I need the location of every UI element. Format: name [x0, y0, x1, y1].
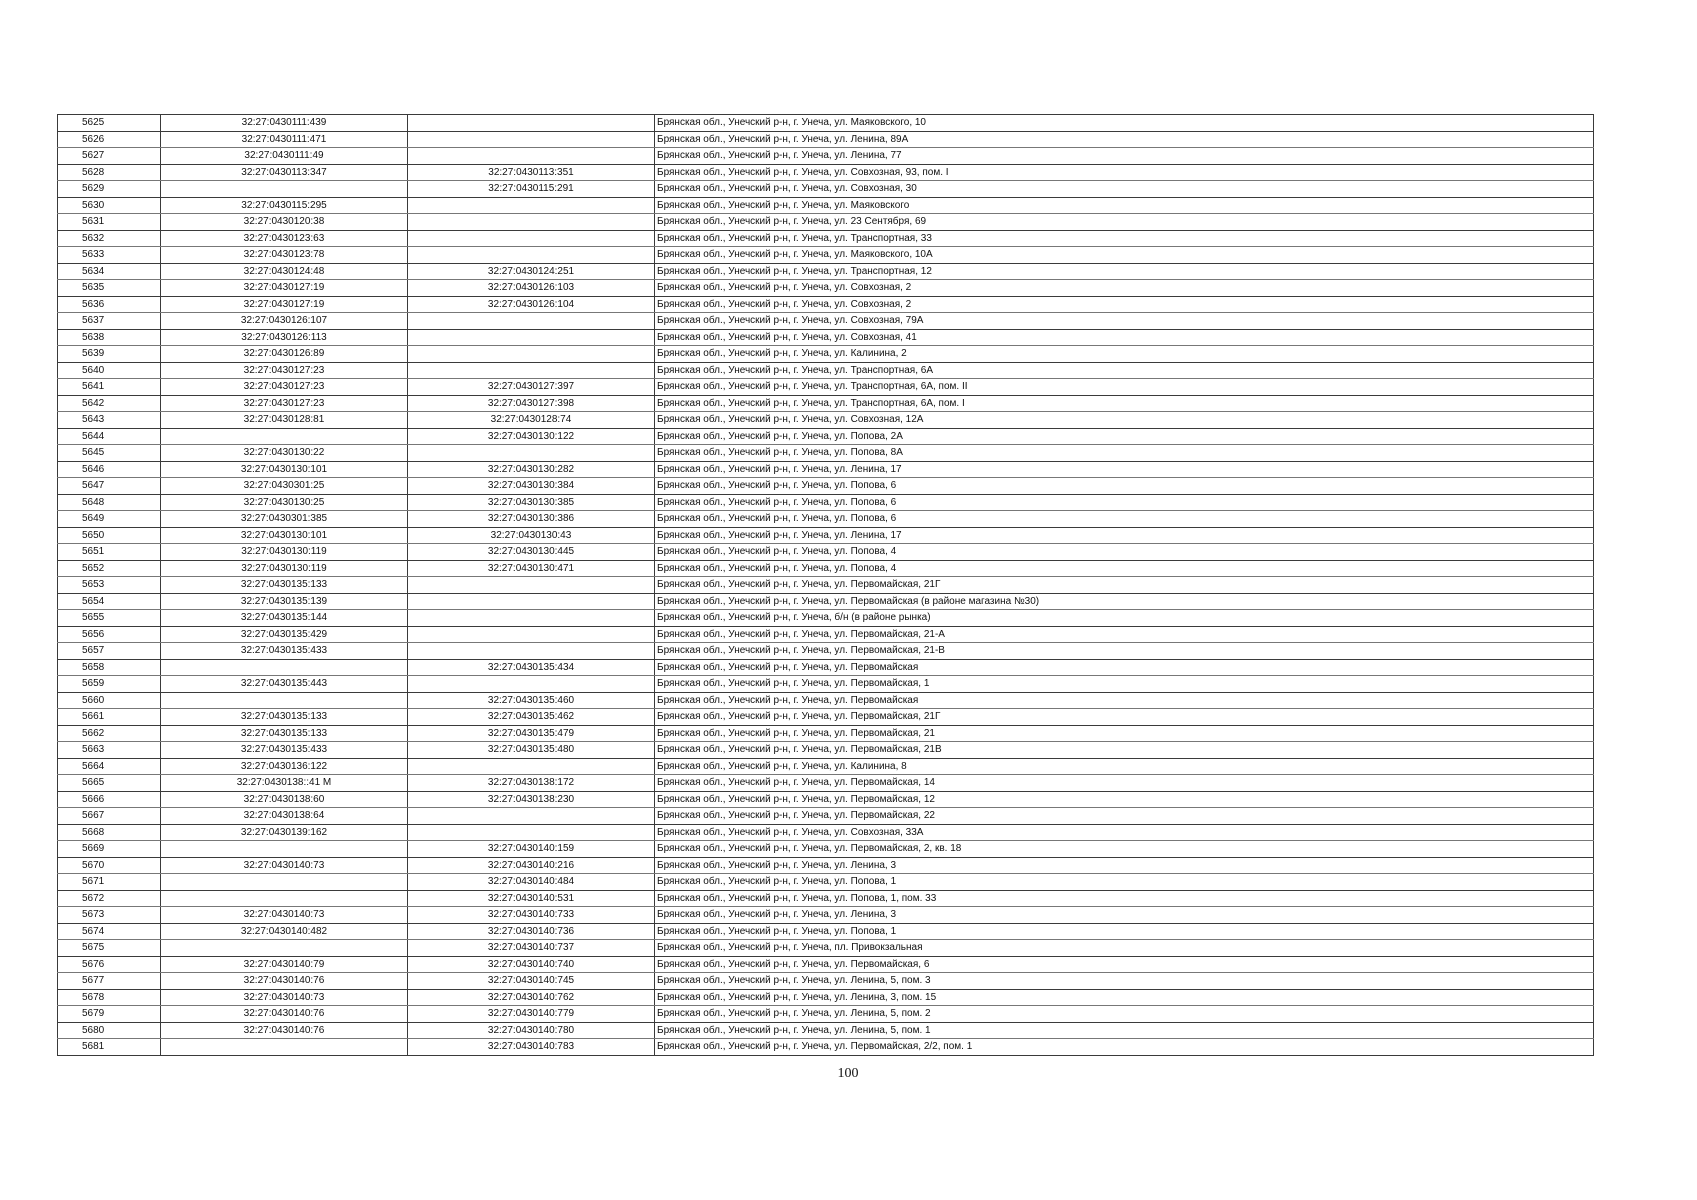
- table-row: [58, 247, 1594, 264]
- address: Брянская обл., Унечский р-н, г. Унеча, ул. Первомайская, 2, кв. 18: [655, 841, 1594, 858]
- cadastral-number: 32:27:0430140:73: [161, 907, 408, 924]
- table-row: [58, 874, 1594, 891]
- address: Брянская обл., Унечский р-н, г. Унеча, ул. Маяковского, 10А: [655, 247, 1594, 264]
- row-number: 5628: [58, 164, 161, 181]
- row-number: 5649: [58, 511, 161, 528]
- object-cadastral-number: [408, 824, 655, 841]
- address: Брянская обл., Унечский р-н, г. Унеча, ул. Транспортная, 33: [655, 230, 1594, 247]
- object-cadastral-number: 32:27:0430140:779: [408, 1006, 655, 1023]
- cadastral-number: 32:27:0430127:19: [161, 280, 408, 297]
- address: Брянская обл., Унечский р-н, г. Унеча, ул. Попова, 1: [655, 923, 1594, 940]
- row-number: 5627: [58, 148, 161, 165]
- address: Брянская обл., Унечский р-н, г. Унеча, б/н (в районе рынка): [655, 610, 1594, 627]
- row-number: 5662: [58, 725, 161, 742]
- cadastral-number: 32:27:0430140:76: [161, 1006, 408, 1023]
- cadastral-number: 32:27:0430140:73: [161, 989, 408, 1006]
- cadastral-number: 32:27:0430130:119: [161, 560, 408, 577]
- object-cadastral-number: [408, 808, 655, 825]
- object-cadastral-number: [408, 230, 655, 247]
- object-cadastral-number: 32:27:0430126:104: [408, 296, 655, 313]
- table-row: [58, 164, 1594, 181]
- table-row: [58, 478, 1594, 495]
- address: Брянская обл., Унечский р-н, г. Унеча, ул. Попова, 8А: [655, 445, 1594, 462]
- row-number: 5629: [58, 181, 161, 198]
- table-row: [58, 824, 1594, 841]
- cadastral-number: 32:27:0430115:295: [161, 197, 408, 214]
- cadastral-number: [161, 428, 408, 445]
- address: Брянская обл., Унечский р-н, г. Унеча, ул. Маяковского, 10: [655, 115, 1594, 132]
- row-number: 5681: [58, 1039, 161, 1056]
- address: Брянская обл., Унечский р-н, г. Унеча, ул. Первомайская: [655, 659, 1594, 676]
- table-row: [58, 115, 1594, 132]
- address: Брянская обл., Унечский р-н, г. Унеча, ул. Транспортная, 6А: [655, 362, 1594, 379]
- object-cadastral-number: 32:27:0430135:434: [408, 659, 655, 676]
- cadastral-number: 32:27:0430301:25: [161, 478, 408, 495]
- row-number: 5646: [58, 461, 161, 478]
- object-cadastral-number: 32:27:0430130:122: [408, 428, 655, 445]
- object-cadastral-number: 32:27:0430140:216: [408, 857, 655, 874]
- address: Брянская обл., Унечский р-н, г. Унеча, ул. Ленина, 77: [655, 148, 1594, 165]
- table-row: [58, 511, 1594, 528]
- object-cadastral-number: [408, 676, 655, 693]
- row-number: 5626: [58, 131, 161, 148]
- address: Брянская обл., Унечский р-н, г. Унеча, ул. Попова, 4: [655, 560, 1594, 577]
- object-cadastral-number: 32:27:0430135:480: [408, 742, 655, 759]
- row-number: 5655: [58, 610, 161, 627]
- address: Брянская обл., Унечский р-н, г. Унеча, ул. Первомайская: [655, 692, 1594, 709]
- table-row: [58, 1039, 1594, 1056]
- table-row: [58, 626, 1594, 643]
- table-row: [58, 709, 1594, 726]
- object-cadastral-number: 32:27:0430140:484: [408, 874, 655, 891]
- row-number: 5665: [58, 775, 161, 792]
- cadastral-number: 32:27:0430127:23: [161, 395, 408, 412]
- object-cadastral-number: 32:27:0430127:397: [408, 379, 655, 396]
- row-number: 5651: [58, 544, 161, 561]
- object-cadastral-number: 32:27:0430130:445: [408, 544, 655, 561]
- table-row: [58, 742, 1594, 759]
- object-cadastral-number: 32:27:0430113:351: [408, 164, 655, 181]
- address: Брянская обл., Унечский р-н, г. Унеча, ул. Транспортная, 6А, пом. II: [655, 379, 1594, 396]
- object-cadastral-number: [408, 346, 655, 363]
- address: Брянская обл., Унечский р-н, г. Унеча, ул. Первомайская, 12: [655, 791, 1594, 808]
- object-cadastral-number: 32:27:0430140:531: [408, 890, 655, 907]
- address: Брянская обл., Унечский р-н, г. Унеча, ул. Первомайская, 21Г: [655, 709, 1594, 726]
- address: Брянская обл., Унечский р-н, г. Унеча, ул. Совхозная, 33А: [655, 824, 1594, 841]
- object-cadastral-number: 32:27:0430130:471: [408, 560, 655, 577]
- cadastral-number: [161, 692, 408, 709]
- cadastral-number: 32:27:0430130:22: [161, 445, 408, 462]
- address: Брянская обл., Унечский р-н, г. Унеча, ул. Калинина, 2: [655, 346, 1594, 363]
- object-cadastral-number: [408, 577, 655, 594]
- table-row: [58, 445, 1594, 462]
- address: Брянская обл., Унечский р-н, г. Унеча, ул. Транспортная, 6А, пом. I: [655, 395, 1594, 412]
- object-cadastral-number: [408, 197, 655, 214]
- cadastral-number: 32:27:0430135:133: [161, 725, 408, 742]
- object-cadastral-number: 32:27:0430140:783: [408, 1039, 655, 1056]
- address: Брянская обл., Унечский р-н, г. Унеча, ул. Попова, 6: [655, 494, 1594, 511]
- cadastral-number: 32:27:0430127:19: [161, 296, 408, 313]
- row-number: 5668: [58, 824, 161, 841]
- object-cadastral-number: 32:27:0430130:282: [408, 461, 655, 478]
- row-number: 5664: [58, 758, 161, 775]
- row-number: 5672: [58, 890, 161, 907]
- table-row: [58, 1022, 1594, 1039]
- object-cadastral-number: [408, 148, 655, 165]
- cadastral-number: 32:27:0430135:443: [161, 676, 408, 693]
- table-row: [58, 379, 1594, 396]
- table-row: [58, 923, 1594, 940]
- table-row: [58, 610, 1594, 627]
- table-row: [58, 758, 1594, 775]
- row-number: 5663: [58, 742, 161, 759]
- table-row: [58, 725, 1594, 742]
- row-number: 5677: [58, 973, 161, 990]
- object-cadastral-number: 32:27:0430138:172: [408, 775, 655, 792]
- address: Брянская обл., Унечский р-н, г. Унеча, ул. Попова, 1: [655, 874, 1594, 891]
- cadastral-number: 32:27:0430139:162: [161, 824, 408, 841]
- table-row: [58, 676, 1594, 693]
- cadastral-number: 32:27:0430113:347: [161, 164, 408, 181]
- cadastral-number: [161, 181, 408, 198]
- address: Брянская обл., Унечский р-н, г. Унеча, ул. Маяковского: [655, 197, 1594, 214]
- row-number: 5658: [58, 659, 161, 676]
- row-number: 5652: [58, 560, 161, 577]
- address: Брянская обл., Унечский р-н, г. Унеча, ул. Ленина, 3: [655, 907, 1594, 924]
- address: Брянская обл., Унечский р-н, г. Унеча, ул. Совхозная, 30: [655, 181, 1594, 198]
- table-row: [58, 940, 1594, 957]
- cadastral-number: 32:27:0430140:79: [161, 956, 408, 973]
- row-number: 5669: [58, 841, 161, 858]
- cadastral-number: 32:27:0430135:139: [161, 593, 408, 610]
- row-number: 5675: [58, 940, 161, 957]
- object-cadastral-number: 32:27:0430140:737: [408, 940, 655, 957]
- row-number: 5661: [58, 709, 161, 726]
- address: Брянская обл., Унечский р-н, г. Унеча, ул. Транспортная, 12: [655, 263, 1594, 280]
- table-row: [58, 395, 1594, 412]
- cadastral-number: 32:27:0430138::41 М: [161, 775, 408, 792]
- address: Брянская обл., Унечский р-н, г. Унеча, ул. Совхозная, 2: [655, 280, 1594, 297]
- address: Брянская обл., Унечский р-н, г. Унеча, ул. Ленина, 17: [655, 527, 1594, 544]
- row-number: 5650: [58, 527, 161, 544]
- object-cadastral-number: [408, 758, 655, 775]
- table-row: [58, 593, 1594, 610]
- table-row: [58, 527, 1594, 544]
- cadastral-number: 32:27:0430135:133: [161, 577, 408, 594]
- cadastral-number: 32:27:0430130:25: [161, 494, 408, 511]
- address: Брянская обл., Унечский р-н, г. Унеча, ул. Попова, 4: [655, 544, 1594, 561]
- property-table-body: [58, 115, 1594, 1056]
- cadastral-number: 32:27:0430127:23: [161, 362, 408, 379]
- address: Брянская обл., Унечский р-н, г. Унеча, ул. Ленина, 89А: [655, 131, 1594, 148]
- table-row: [58, 989, 1594, 1006]
- row-number: 5636: [58, 296, 161, 313]
- row-number: 5656: [58, 626, 161, 643]
- table-row: [58, 973, 1594, 990]
- address: Брянская обл., Унечский р-н, г. Унеча, ул. Ленина, 5, пом. 3: [655, 973, 1594, 990]
- cadastral-number: 32:27:0430111:439: [161, 115, 408, 132]
- object-cadastral-number: [408, 610, 655, 627]
- object-cadastral-number: 32:27:0430140:740: [408, 956, 655, 973]
- table-row: [58, 313, 1594, 330]
- table-row: [58, 841, 1594, 858]
- object-cadastral-number: 32:27:0430140:733: [408, 907, 655, 924]
- row-number: 5679: [58, 1006, 161, 1023]
- cadastral-number: 32:27:0430135:144: [161, 610, 408, 627]
- address: Брянская обл., Унечский р-н, г. Унеча, пл. Привокзальная: [655, 940, 1594, 957]
- page-number: 100: [837, 1066, 859, 1081]
- table-row: [58, 346, 1594, 363]
- object-cadastral-number: [408, 115, 655, 132]
- object-cadastral-number: [408, 362, 655, 379]
- cadastral-number: 32:27:0430135:429: [161, 626, 408, 643]
- row-number: 5645: [58, 445, 161, 462]
- cadastral-number: 32:27:0430138:64: [161, 808, 408, 825]
- cadastral-number: 32:27:0430127:23: [161, 379, 408, 396]
- row-number: 5653: [58, 577, 161, 594]
- cadastral-number: 32:27:0430126:113: [161, 329, 408, 346]
- address: Брянская обл., Унечский р-н, г. Унеча, ул. Попова, 6: [655, 511, 1594, 528]
- table-row: [58, 560, 1594, 577]
- table-row: [58, 907, 1594, 924]
- row-number: 5634: [58, 263, 161, 280]
- address: Брянская обл., Унечский р-н, г. Унеча, ул. Совхозная, 2: [655, 296, 1594, 313]
- object-cadastral-number: 32:27:0430140:780: [408, 1022, 655, 1039]
- object-cadastral-number: 32:27:0430140:736: [408, 923, 655, 940]
- address: Брянская обл., Унечский р-н, г. Унеча, ул. Совхозная, 79А: [655, 313, 1594, 330]
- cadastral-number: 32:27:0430135:433: [161, 643, 408, 660]
- address: Брянская обл., Унечский р-н, г. Унеча, ул. Попова, 2А: [655, 428, 1594, 445]
- row-number: 5630: [58, 197, 161, 214]
- object-cadastral-number: 32:27:0430128:74: [408, 412, 655, 429]
- object-cadastral-number: [408, 247, 655, 264]
- object-cadastral-number: 32:27:0430115:291: [408, 181, 655, 198]
- object-cadastral-number: [408, 214, 655, 231]
- table-row: [58, 775, 1594, 792]
- cadastral-number: [161, 1039, 408, 1056]
- row-number: 5674: [58, 923, 161, 940]
- table-row: [58, 362, 1594, 379]
- address: Брянская обл., Унечский р-н, г. Унеча, ул. Первомайская, 6: [655, 956, 1594, 973]
- object-cadastral-number: 32:27:0430130:43: [408, 527, 655, 544]
- row-number: 5667: [58, 808, 161, 825]
- object-cadastral-number: 32:27:0430140:762: [408, 989, 655, 1006]
- cadastral-number: 32:27:0430301:385: [161, 511, 408, 528]
- row-number: 5676: [58, 956, 161, 973]
- address: Брянская обл., Унечский р-н, г. Унеча, ул. Совхозная, 93, пом. I: [655, 164, 1594, 181]
- cadastral-number: 32:27:0430138:60: [161, 791, 408, 808]
- cadastral-number: 32:27:0430111:49: [161, 148, 408, 165]
- object-cadastral-number: 32:27:0430135:460: [408, 692, 655, 709]
- address: Брянская обл., Унечский р-н, г. Унеча, ул. Первомайская, 21В: [655, 742, 1594, 759]
- cadastral-number: 32:27:0430130:101: [161, 527, 408, 544]
- table-row: [58, 296, 1594, 313]
- row-number: 5660: [58, 692, 161, 709]
- object-cadastral-number: [408, 131, 655, 148]
- row-number: 5637: [58, 313, 161, 330]
- table-row: [58, 329, 1594, 346]
- table-row: [58, 214, 1594, 231]
- row-number: 5638: [58, 329, 161, 346]
- object-cadastral-number: 32:27:0430130:385: [408, 494, 655, 511]
- cadastral-number: [161, 890, 408, 907]
- object-cadastral-number: 32:27:0430130:384: [408, 478, 655, 495]
- cadastral-number: 32:27:0430126:107: [161, 313, 408, 330]
- cadastral-number: [161, 874, 408, 891]
- object-cadastral-number: 32:27:0430126:103: [408, 280, 655, 297]
- table-row: [58, 412, 1594, 429]
- table-row: [58, 956, 1594, 973]
- address: Брянская обл., Унечский р-н, г. Унеча, ул. Первомайская, 21: [655, 725, 1594, 742]
- address: Брянская обл., Унечский р-н, г. Унеча, ул. Первомайская, 2/2, пом. 1: [655, 1039, 1594, 1056]
- object-cadastral-number: 32:27:0430135:462: [408, 709, 655, 726]
- address: Брянская обл., Унечский р-н, г. Унеча, ул. Ленина, 3, пом. 15: [655, 989, 1594, 1006]
- cadastral-number: [161, 841, 408, 858]
- row-number: 5648: [58, 494, 161, 511]
- table-row: [58, 791, 1594, 808]
- address: Брянская обл., Унечский р-н, г. Унеча, ул. Первомайская, 21-А: [655, 626, 1594, 643]
- table-row: [58, 692, 1594, 709]
- cadastral-number: 32:27:0430128:81: [161, 412, 408, 429]
- row-number: 5666: [58, 791, 161, 808]
- row-number: 5659: [58, 676, 161, 693]
- cadastral-number: 32:27:0430123:78: [161, 247, 408, 264]
- table-row: [58, 197, 1594, 214]
- row-number: 5642: [58, 395, 161, 412]
- table-row: [58, 494, 1594, 511]
- address: Брянская обл., Унечский р-н, г. Унеча, ул. Попова, 6: [655, 478, 1594, 495]
- row-number: 5633: [58, 247, 161, 264]
- address: Брянская обл., Унечский р-н, г. Унеча, ул. 23 Сентября, 69: [655, 214, 1594, 231]
- row-number: 5631: [58, 214, 161, 231]
- address: Брянская обл., Унечский р-н, г. Унеча, ул. Калинина, 8: [655, 758, 1594, 775]
- cadastral-number: 32:27:0430111:471: [161, 131, 408, 148]
- table-row: [58, 148, 1594, 165]
- row-number: 5647: [58, 478, 161, 495]
- cadastral-number: 32:27:0430136:122: [161, 758, 408, 775]
- address: Брянская обл., Унечский р-н, г. Унеча, ул. Первомайская (в районе магазина №30): [655, 593, 1594, 610]
- table-row: [58, 808, 1594, 825]
- table-row: [58, 857, 1594, 874]
- row-number: 5643: [58, 412, 161, 429]
- row-number: 5635: [58, 280, 161, 297]
- address: Брянская обл., Унечский р-н, г. Унеча, ул. Ленина, 5, пом. 2: [655, 1006, 1594, 1023]
- object-cadastral-number: [408, 313, 655, 330]
- cadastral-number: 32:27:0430126:89: [161, 346, 408, 363]
- address: Брянская обл., Унечский р-н, г. Унеча, ул. Ленина, 3: [655, 857, 1594, 874]
- address: Брянская обл., Унечский р-н, г. Унеча, ул. Попова, 1, пом. 33: [655, 890, 1594, 907]
- cadastral-number: 32:27:0430135:433: [161, 742, 408, 759]
- address: Брянская обл., Унечский р-н, г. Унеча, ул. Первомайская, 21-В: [655, 643, 1594, 660]
- row-number: 5625: [58, 115, 161, 132]
- cadastral-number: 32:27:0430140:76: [161, 973, 408, 990]
- cadastral-number: 32:27:0430123:63: [161, 230, 408, 247]
- table-row: [58, 131, 1594, 148]
- table-row: [58, 263, 1594, 280]
- address: Брянская обл., Унечский р-н, г. Унеча, ул. Первомайская, 14: [655, 775, 1594, 792]
- table-row: [58, 280, 1594, 297]
- row-number: 5644: [58, 428, 161, 445]
- cadastral-number: 32:27:0430130:101: [161, 461, 408, 478]
- table-row: [58, 181, 1594, 198]
- cadastral-number: 32:27:0430135:133: [161, 709, 408, 726]
- row-number: 5678: [58, 989, 161, 1006]
- address: Брянская обл., Унечский р-н, г. Унеча, ул. Первомайская, 21Г: [655, 577, 1594, 594]
- table-row: [58, 1006, 1594, 1023]
- cadastral-number: [161, 940, 408, 957]
- cadastral-number: 32:27:0430124:48: [161, 263, 408, 280]
- address: Брянская обл., Унечский р-н, г. Унеча, ул. Первомайская, 1: [655, 676, 1594, 693]
- table-row: [58, 428, 1594, 445]
- cadastral-number: 32:27:0430140:76: [161, 1022, 408, 1039]
- object-cadastral-number: [408, 643, 655, 660]
- address: Брянская обл., Унечский р-н, г. Унеча, ул. Совхозная, 12А: [655, 412, 1594, 429]
- address: Брянская обл., Унечский р-н, г. Унеча, ул. Совхозная, 41: [655, 329, 1594, 346]
- table-row: [58, 461, 1594, 478]
- table-row: [58, 643, 1594, 660]
- property-table: [57, 114, 1594, 1056]
- row-number: 5670: [58, 857, 161, 874]
- table-row: [58, 544, 1594, 561]
- cadastral-number: 32:27:0430120:38: [161, 214, 408, 231]
- object-cadastral-number: 32:27:0430130:386: [408, 511, 655, 528]
- row-number: 5640: [58, 362, 161, 379]
- object-cadastral-number: [408, 329, 655, 346]
- table-row: [58, 890, 1594, 907]
- row-number: 5639: [58, 346, 161, 363]
- row-number: 5671: [58, 874, 161, 891]
- object-cadastral-number: 32:27:0430140:159: [408, 841, 655, 858]
- address: Брянская обл., Унечский р-н, г. Унеча, ул. Ленина, 5, пом. 1: [655, 1022, 1594, 1039]
- cadastral-number: [161, 659, 408, 676]
- object-cadastral-number: 32:27:0430127:398: [408, 395, 655, 412]
- object-cadastral-number: [408, 593, 655, 610]
- table-row: [58, 577, 1594, 594]
- cadastral-number: 32:27:0430140:73: [161, 857, 408, 874]
- object-cadastral-number: 32:27:0430124:251: [408, 263, 655, 280]
- object-cadastral-number: 32:27:0430138:230: [408, 791, 655, 808]
- row-number: 5673: [58, 907, 161, 924]
- row-number: 5680: [58, 1022, 161, 1039]
- table-row: [58, 659, 1594, 676]
- address: Брянская обл., Унечский р-н, г. Унеча, ул. Первомайская, 22: [655, 808, 1594, 825]
- object-cadastral-number: [408, 626, 655, 643]
- object-cadastral-number: 32:27:0430135:479: [408, 725, 655, 742]
- cadastral-number: 32:27:0430140:482: [161, 923, 408, 940]
- object-cadastral-number: 32:27:0430140:745: [408, 973, 655, 990]
- object-cadastral-number: [408, 445, 655, 462]
- table-row: [58, 230, 1594, 247]
- row-number: 5632: [58, 230, 161, 247]
- address: Брянская обл., Унечский р-н, г. Унеча, ул. Ленина, 17: [655, 461, 1594, 478]
- cadastral-number: 32:27:0430130:119: [161, 544, 408, 561]
- row-number: 5654: [58, 593, 161, 610]
- row-number: 5657: [58, 643, 161, 660]
- row-number: 5641: [58, 379, 161, 396]
